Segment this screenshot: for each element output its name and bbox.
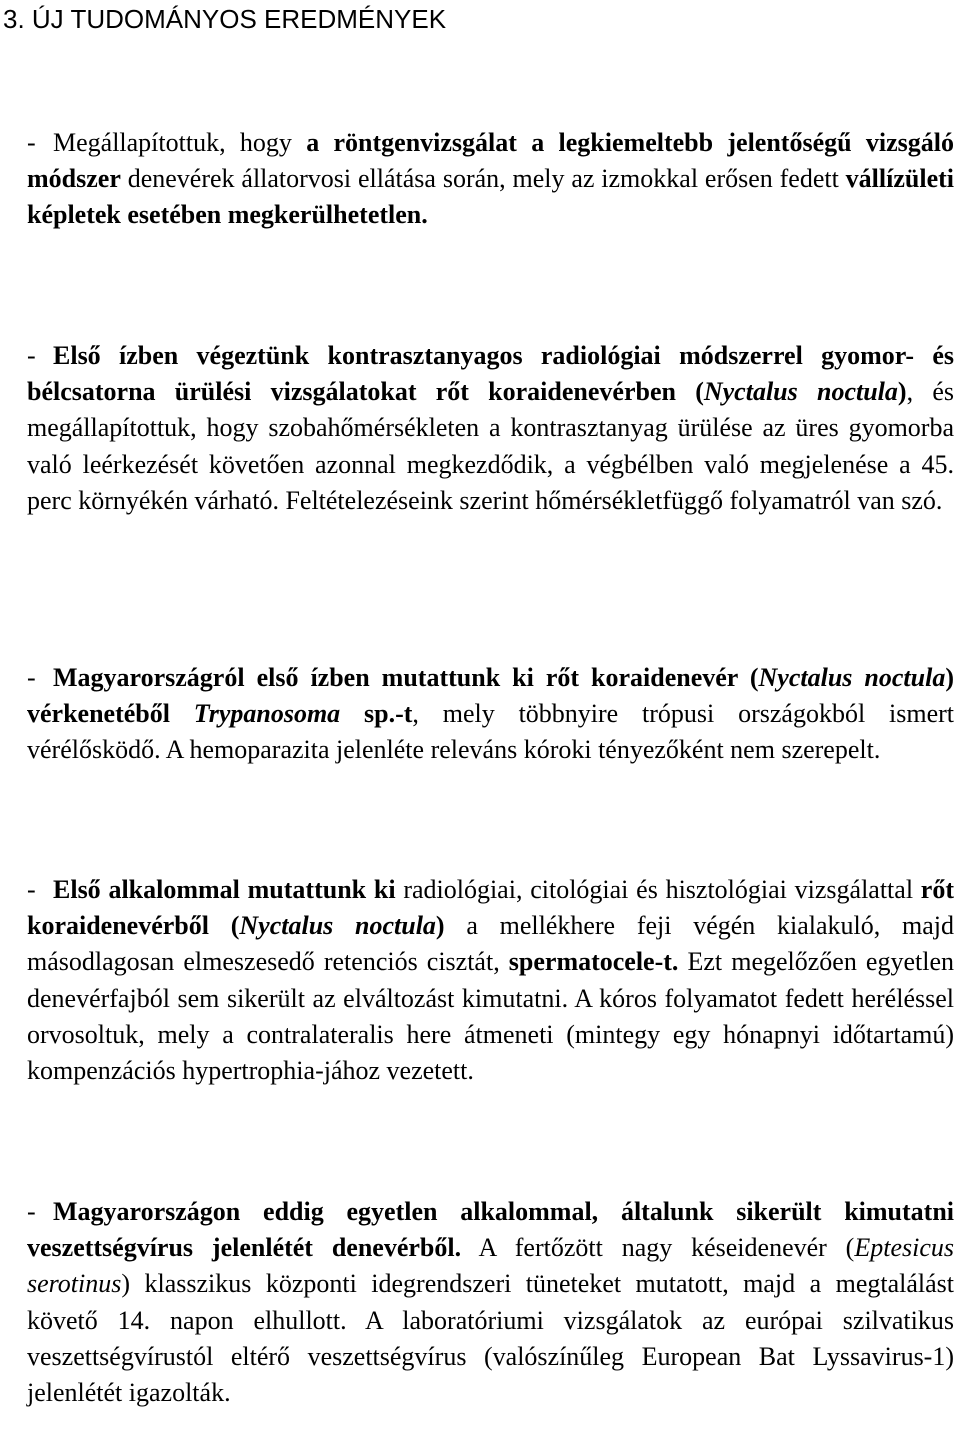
text-run: , mely többnyire trópusi országokból ismert vérélősködő. A hemoparazita jelenléte releváns kóroki tényezőként nem szerepelt. [27, 699, 954, 765]
bold-run: vállízületi képletek esetében megkerülhetetlen. [27, 164, 954, 230]
result-paragraph-4 [27, 872, 954, 1089]
text-run: radiológiai, citológiai és hisztológiai vizsgálattal [395, 875, 921, 904]
species-name: Nyctalus noctula [758, 663, 946, 692]
text-run: , és megállapítottuk, hogy szobahőmérsékleten a kontrasztanyag ürülése az üres gyomorba való leérkezését követően azonnal megkezdődik, a végbélben való megjelenése a 45. perc környékén várható. Feltételezéseink szerint hőmérsékletfüggő folyamatról van szó. [27, 377, 954, 515]
list-dash: - [27, 1197, 36, 1226]
bold-run: Magyarországon eddig egyetlen alkalommal, általunk sikerült kimutatni veszettségvírus jelenlétét denevérből. [27, 1197, 954, 1263]
text-run: Megállapítottuk, hogy [53, 128, 307, 157]
result-paragraph-5 [27, 1194, 954, 1411]
species-name: Nyctalus noctula [703, 377, 898, 407]
bold-run: rőt koraidenevérből ( [27, 875, 954, 941]
list-dash: - [27, 341, 36, 370]
list-dash: - [27, 128, 36, 157]
bold-run: Első ízben végeztünk kontrasztanyagos radiológiai módszerrel gyomor- és bélcsatorna ürülési vizsgálatokat rőt koraidenevérben ( [27, 341, 954, 407]
result-paragraph-1 [27, 125, 954, 234]
text-run: denevérek állatorvosi ellátása során, mely az izmokkal erősen fedett [120, 164, 846, 194]
genus-name: Trypanosoma [193, 699, 341, 729]
bold-run: sp.-t [340, 699, 413, 729]
section-heading: 3. ÚJ TUDOMÁNYOS EREDMÉNYEK [3, 4, 447, 34]
species-name: Eptesicus serotinus [27, 1233, 954, 1299]
bold-run: ) [897, 377, 907, 407]
list-dash: - [27, 875, 36, 904]
text-run: ) klasszikus központi idegrendszeri tüneteket mutatott, majd a megtalálást követő 14. napon elhullott. A laboratóriumi vizsgálatok az európai szilvatikus veszettségvírustól eltérő veszettségvírus (valószínűleg European Bat Lyssavirus-1) jelenlétét igazolták. [27, 1269, 954, 1408]
bold-run: spermatocele-t. [508, 947, 679, 977]
bold-run: ) [435, 911, 445, 941]
result-paragraph-3 [27, 660, 954, 769]
bold-run: Első alkalommal mutattunk ki [53, 875, 396, 904]
text-run: Ezt megelőzően egyetlen denevérfajból sem sikerült az elváltozást kimutatni. A kóros folyamatot fedett heréléssel orvosoltuk, mely a contralateralis here átmeneti (mintegy egy hónapnyi időtartamú) kompenzációs hypertrophia-jához vezetett. [27, 947, 954, 1086]
result-paragraph-2 [27, 338, 954, 519]
bold-run: a röntgenvizsgálat a legkiemeltebb jelentőségű vizsgáló módszer [27, 128, 954, 194]
text-run: A fertőzött nagy késeidenevér ( [461, 1233, 855, 1263]
bold-run: ) vérkenetéből [27, 663, 954, 729]
list-dash: - [27, 663, 36, 692]
text-run: a mellékhere feji végén kialakuló, majd másodlagosan elmeszesedő retenciós cisztát, [27, 911, 954, 977]
bold-run: Magyarországról első ízben mutattunk ki rőt koraidenevér ( [53, 663, 759, 692]
species-name: Nyctalus noctula [239, 911, 436, 941]
